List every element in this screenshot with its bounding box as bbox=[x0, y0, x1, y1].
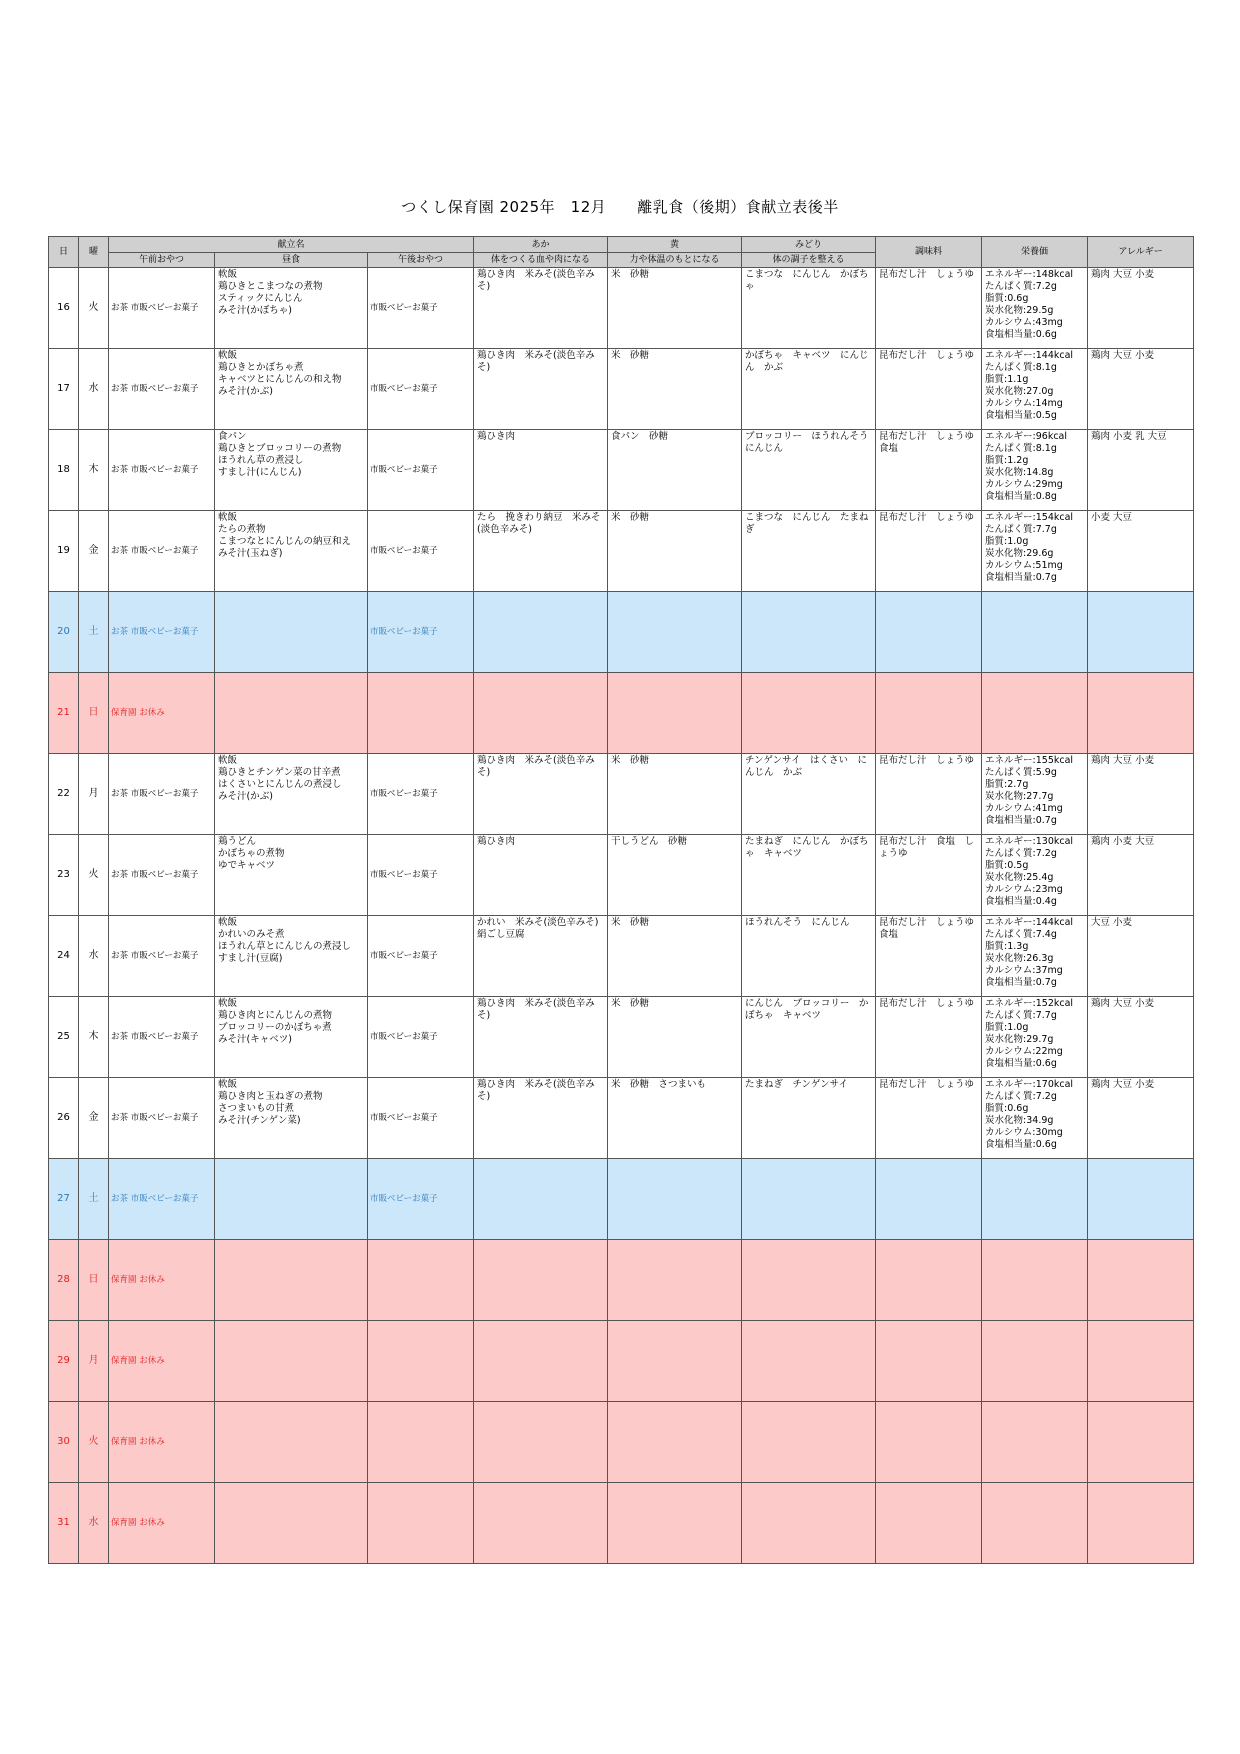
allergy-cell bbox=[1088, 592, 1194, 673]
allergy-cell bbox=[1088, 1483, 1194, 1564]
nutrition-cell bbox=[982, 1240, 1088, 1321]
table-row bbox=[49, 430, 1194, 511]
weekday-cell: 水 bbox=[79, 349, 109, 430]
seasoning-cell: 昆布だし汁 食塩 しょうゆ bbox=[876, 835, 982, 916]
table-row bbox=[49, 349, 1194, 430]
seasoning-cell bbox=[876, 673, 982, 754]
header-red: あか bbox=[474, 237, 608, 253]
lunch-cell: 軟飯 鶏ひきとこまつなの煮物 スティックにんじん みそ汁(かぼちゃ) bbox=[215, 268, 368, 349]
allergy-cell bbox=[1088, 673, 1194, 754]
nutrition-cell bbox=[982, 1402, 1088, 1483]
lunch-cell: 軟飯 かれいのみそ煮 ほうれん草とにんじんの煮浸し すまし汁(豆腐) bbox=[215, 916, 368, 997]
table-row bbox=[49, 268, 1194, 349]
allergy-cell: 小麦 大豆 bbox=[1088, 511, 1194, 592]
am-snack-cell: 保育園 お休み bbox=[109, 1240, 215, 1321]
green-food-cell bbox=[742, 673, 876, 754]
green-food-cell: たまねぎ にんじん かぼちゃ キャベツ bbox=[742, 835, 876, 916]
red-food-cell: 鶏ひき肉 米みそ(淡色辛みそ) bbox=[474, 349, 608, 430]
day-cell: 24 bbox=[49, 916, 79, 997]
menu-table bbox=[48, 236, 1194, 1564]
menu-body bbox=[49, 268, 1194, 1564]
weekday-cell: 水 bbox=[79, 916, 109, 997]
red-food-cell: 鶏ひき肉 米みそ(淡色辛みそ) bbox=[474, 754, 608, 835]
pm-snack-cell: 市販ベビーお菓子 bbox=[368, 430, 474, 511]
header-seasoning: 調味料 bbox=[876, 237, 982, 268]
red-food-cell bbox=[474, 1240, 608, 1321]
day-cell: 16 bbox=[49, 268, 79, 349]
table-row bbox=[49, 1240, 1194, 1321]
nutrition-cell: エネルギー:152kcal たんぱく質:7.7g 脂質:1.0g 炭水化物:29.7g カルシウム:22mg 食塩相当量:0.6g bbox=[982, 997, 1088, 1078]
green-food-cell: チンゲンサイ はくさい にんじん かぶ bbox=[742, 754, 876, 835]
pm-snack-cell bbox=[368, 1321, 474, 1402]
table-row bbox=[49, 997, 1194, 1078]
red-food-cell: 鶏ひき肉 米みそ(淡色辛みそ) bbox=[474, 1078, 608, 1159]
pm-snack-cell: 市販ベビーお菓子 bbox=[368, 1078, 474, 1159]
pm-snack-cell bbox=[368, 1402, 474, 1483]
day-cell: 27 bbox=[49, 1159, 79, 1240]
nutrition-cell bbox=[982, 1321, 1088, 1402]
seasoning-cell bbox=[876, 1483, 982, 1564]
nutrition-cell: エネルギー:148kcal たんぱく質:7.2g 脂質:0.6g 炭水化物:29.5g カルシウム:43mg 食塩相当量:0.6g bbox=[982, 268, 1088, 349]
day-cell: 30 bbox=[49, 1402, 79, 1483]
am-snack-cell: お茶 市販ベビーお菓子 bbox=[109, 511, 215, 592]
header-pm-snack: 午後おやつ bbox=[368, 253, 474, 268]
weekday-cell: 金 bbox=[79, 1078, 109, 1159]
red-food-cell bbox=[474, 1402, 608, 1483]
table-row bbox=[49, 754, 1194, 835]
pm-snack-cell: 市販ベビーお菓子 bbox=[368, 592, 474, 673]
green-food-cell bbox=[742, 1483, 876, 1564]
am-snack-cell: お茶 市販ベビーお菓子 bbox=[109, 430, 215, 511]
am-snack-cell: お茶 市販ベビーお菓子 bbox=[109, 592, 215, 673]
allergy-cell: 鶏肉 大豆 小麦 bbox=[1088, 1078, 1194, 1159]
pm-snack-cell bbox=[368, 1240, 474, 1321]
day-cell: 20 bbox=[49, 592, 79, 673]
lunch-cell bbox=[215, 1321, 368, 1402]
table-row bbox=[49, 673, 1194, 754]
red-food-cell: たら 挽きわり納豆 米みそ(淡色辛みそ) bbox=[474, 511, 608, 592]
header-yellow: 黄 bbox=[608, 237, 742, 253]
lunch-cell: 軟飯 鶏ひき肉と玉ねぎの煮物 さつまいもの甘煮 みそ汁(チンゲン菜) bbox=[215, 1078, 368, 1159]
table-row bbox=[49, 1483, 1194, 1564]
green-food-cell: かぼちゃ キャベツ にんじん かぶ bbox=[742, 349, 876, 430]
nutrition-cell bbox=[982, 673, 1088, 754]
weekday-cell: 火 bbox=[79, 268, 109, 349]
yellow-food-cell bbox=[608, 673, 742, 754]
lunch-cell bbox=[215, 592, 368, 673]
am-snack-cell: 保育園 お休み bbox=[109, 1321, 215, 1402]
day-cell: 25 bbox=[49, 997, 79, 1078]
header-green-sub: 体の調子を整える bbox=[742, 253, 876, 268]
nutrition-cell bbox=[982, 592, 1088, 673]
table-row bbox=[49, 511, 1194, 592]
pm-snack-cell: 市販ベビーお菓子 bbox=[368, 997, 474, 1078]
yellow-food-cell: 米 砂糖 bbox=[608, 754, 742, 835]
allergy-cell: 鶏肉 小麦 大豆 bbox=[1088, 835, 1194, 916]
red-food-cell: 鶏ひき肉 米みそ(淡色辛みそ) bbox=[474, 268, 608, 349]
weekday-cell: 金 bbox=[79, 511, 109, 592]
green-food-cell bbox=[742, 1159, 876, 1240]
header-menu-group: 献立名 bbox=[109, 237, 474, 253]
header-day: 日 bbox=[49, 237, 79, 268]
seasoning-cell bbox=[876, 1321, 982, 1402]
table-row bbox=[49, 592, 1194, 673]
pm-snack-cell bbox=[368, 1483, 474, 1564]
table-row bbox=[49, 916, 1194, 997]
weekday-cell: 水 bbox=[79, 1483, 109, 1564]
green-food-cell: ほうれんそう にんじん bbox=[742, 916, 876, 997]
nutrition-cell: エネルギー:170kcal たんぱく質:7.2g 脂質:0.6g 炭水化物:34.9g カルシウム:30mg 食塩相当量:0.6g bbox=[982, 1078, 1088, 1159]
am-snack-cell: お茶 市販ベビーお菓子 bbox=[109, 349, 215, 430]
pm-snack-cell: 市販ベビーお菓子 bbox=[368, 349, 474, 430]
weekday-cell: 火 bbox=[79, 1402, 109, 1483]
red-food-cell bbox=[474, 673, 608, 754]
nutrition-cell: エネルギー:130kcal たんぱく質:7.2g 脂質:0.5g 炭水化物:25.4g カルシウム:23mg 食塩相当量:0.4g bbox=[982, 835, 1088, 916]
green-food-cell: たまねぎ チンゲンサイ bbox=[742, 1078, 876, 1159]
am-snack-cell: お茶 市販ベビーお菓子 bbox=[109, 1159, 215, 1240]
seasoning-cell bbox=[876, 1159, 982, 1240]
allergy-cell: 鶏肉 大豆 小麦 bbox=[1088, 349, 1194, 430]
am-snack-cell: お茶 市販ベビーお菓子 bbox=[109, 835, 215, 916]
allergy-cell: 大豆 小麦 bbox=[1088, 916, 1194, 997]
page-title: つくし保育園 2025年 12月 離乳食（後期）食献立表後半 bbox=[401, 198, 839, 216]
seasoning-cell: 昆布だし汁 しょうゆ bbox=[876, 511, 982, 592]
yellow-food-cell: 米 砂糖 bbox=[608, 511, 742, 592]
green-food-cell: こまつな にんじん たまねぎ bbox=[742, 511, 876, 592]
pm-snack-cell: 市販ベビーお菓子 bbox=[368, 268, 474, 349]
header-allergy: アレルギー bbox=[1088, 237, 1194, 268]
seasoning-cell: 昆布だし汁 しょうゆ bbox=[876, 997, 982, 1078]
green-food-cell bbox=[742, 1321, 876, 1402]
header-am-snack: 午前おやつ bbox=[109, 253, 215, 268]
nutrition-cell: エネルギー:144kcal たんぱく質:7.4g 脂質:1.3g 炭水化物:26.3g カルシウム:37mg 食塩相当量:0.7g bbox=[982, 916, 1088, 997]
seasoning-cell: 昆布だし汁 しょうゆ bbox=[876, 1078, 982, 1159]
allergy-cell bbox=[1088, 1159, 1194, 1240]
am-snack-cell: お茶 市販ベビーお菓子 bbox=[109, 997, 215, 1078]
lunch-cell bbox=[215, 1402, 368, 1483]
weekday-cell: 日 bbox=[79, 673, 109, 754]
allergy-cell bbox=[1088, 1240, 1194, 1321]
table-row bbox=[49, 1321, 1194, 1402]
lunch-cell bbox=[215, 1159, 368, 1240]
weekday-cell: 木 bbox=[79, 430, 109, 511]
allergy-cell: 鶏肉 小麦 乳 大豆 bbox=[1088, 430, 1194, 511]
day-cell: 19 bbox=[49, 511, 79, 592]
yellow-food-cell: 米 砂糖 bbox=[608, 268, 742, 349]
am-snack-cell: 保育園 お休み bbox=[109, 673, 215, 754]
nutrition-cell: エネルギー:155kcal たんぱく質:5.9g 脂質:2.7g 炭水化物:27.7g カルシウム:41mg 食塩相当量:0.7g bbox=[982, 754, 1088, 835]
yellow-food-cell bbox=[608, 1483, 742, 1564]
header-nutrition: 栄養価 bbox=[982, 237, 1088, 268]
pm-snack-cell bbox=[368, 673, 474, 754]
seasoning-cell: 昆布だし汁 しょうゆ bbox=[876, 349, 982, 430]
weekday-cell: 土 bbox=[79, 592, 109, 673]
green-food-cell bbox=[742, 1402, 876, 1483]
green-food-cell bbox=[742, 592, 876, 673]
seasoning-cell bbox=[876, 592, 982, 673]
seasoning-cell bbox=[876, 1402, 982, 1483]
lunch-cell: 鶏うどん かぼちゃの煮物 ゆでキャベツ bbox=[215, 835, 368, 916]
weekday-cell: 火 bbox=[79, 835, 109, 916]
pm-snack-cell: 市販ベビーお菓子 bbox=[368, 1159, 474, 1240]
yellow-food-cell: 米 砂糖 bbox=[608, 916, 742, 997]
yellow-food-cell bbox=[608, 1402, 742, 1483]
day-cell: 22 bbox=[49, 754, 79, 835]
day-cell: 23 bbox=[49, 835, 79, 916]
day-cell: 17 bbox=[49, 349, 79, 430]
allergy-cell bbox=[1088, 1402, 1194, 1483]
am-snack-cell: お茶 市販ベビーお菓子 bbox=[109, 916, 215, 997]
am-snack-cell: 保育園 お休み bbox=[109, 1402, 215, 1483]
nutrition-cell bbox=[982, 1159, 1088, 1240]
seasoning-cell: 昆布だし汁 しょうゆ bbox=[876, 268, 982, 349]
green-food-cell: ブロッコリー ほうれんそう にんじん bbox=[742, 430, 876, 511]
am-snack-cell: お茶 市販ベビーお菓子 bbox=[109, 754, 215, 835]
yellow-food-cell bbox=[608, 1159, 742, 1240]
red-food-cell bbox=[474, 1483, 608, 1564]
pm-snack-cell: 市販ベビーお菓子 bbox=[368, 835, 474, 916]
red-food-cell: 鶏ひき肉 米みそ(淡色辛みそ) bbox=[474, 997, 608, 1078]
table-row bbox=[49, 1159, 1194, 1240]
weekday-cell: 木 bbox=[79, 997, 109, 1078]
yellow-food-cell bbox=[608, 1240, 742, 1321]
weekday-cell: 月 bbox=[79, 1321, 109, 1402]
yellow-food-cell: 米 砂糖 さつまいも bbox=[608, 1078, 742, 1159]
allergy-cell: 鶏肉 大豆 小麦 bbox=[1088, 754, 1194, 835]
seasoning-cell bbox=[876, 1240, 982, 1321]
lunch-cell: 軟飯 鶏ひきとかぼちゃ煮 キャベツとにんじんの和え物 みそ汁(かぶ) bbox=[215, 349, 368, 430]
lunch-cell: 軟飯 たらの煮物 こまつなとにんじんの納豆和え みそ汁(玉ねぎ) bbox=[215, 511, 368, 592]
day-cell: 28 bbox=[49, 1240, 79, 1321]
green-food-cell bbox=[742, 1240, 876, 1321]
yellow-food-cell: 干しうどん 砂糖 bbox=[608, 835, 742, 916]
weekday-cell: 土 bbox=[79, 1159, 109, 1240]
lunch-cell: 食パン 鶏ひきとブロッコリーの煮物 ほうれん草の煮浸し すまし汁(にんじん) bbox=[215, 430, 368, 511]
red-food-cell bbox=[474, 1159, 608, 1240]
yellow-food-cell bbox=[608, 592, 742, 673]
weekday-cell: 月 bbox=[79, 754, 109, 835]
green-food-cell: こまつな にんじん かぼちゃ bbox=[742, 268, 876, 349]
weekday-cell: 日 bbox=[79, 1240, 109, 1321]
day-cell: 21 bbox=[49, 673, 79, 754]
header-yellow-sub: 力や体温のもとになる bbox=[608, 253, 742, 268]
day-cell: 26 bbox=[49, 1078, 79, 1159]
day-cell: 29 bbox=[49, 1321, 79, 1402]
lunch-cell: 軟飯 鶏ひき肉とにんじんの煮物 ブロッコリーのかぼちゃ煮 みそ汁(キャベツ) bbox=[215, 997, 368, 1078]
red-food-cell bbox=[474, 592, 608, 673]
table-row bbox=[49, 1078, 1194, 1159]
allergy-cell: 鶏肉 大豆 小麦 bbox=[1088, 997, 1194, 1078]
header-green: みどり bbox=[742, 237, 876, 253]
table-row bbox=[49, 1402, 1194, 1483]
header-dow: 曜 bbox=[79, 237, 109, 268]
pm-snack-cell: 市販ベビーお菓子 bbox=[368, 916, 474, 997]
lunch-cell bbox=[215, 1483, 368, 1564]
day-cell: 31 bbox=[49, 1483, 79, 1564]
red-food-cell: 鶏ひき肉 bbox=[474, 430, 608, 511]
green-food-cell: にんじん ブロッコリー かぼちゃ キャベツ bbox=[742, 997, 876, 1078]
am-snack-cell: お茶 市販ベビーお菓子 bbox=[109, 1078, 215, 1159]
pm-snack-cell: 市販ベビーお菓子 bbox=[368, 511, 474, 592]
yellow-food-cell: 米 砂糖 bbox=[608, 349, 742, 430]
seasoning-cell: 昆布だし汁 しょうゆ bbox=[876, 754, 982, 835]
table-row bbox=[49, 835, 1194, 916]
nutrition-cell: エネルギー:96kcal たんぱく質:8.1g 脂質:1.2g 炭水化物:14.8g カルシウム:29mg 食塩相当量:0.8g bbox=[982, 430, 1088, 511]
lunch-cell bbox=[215, 1240, 368, 1321]
yellow-food-cell: 食パン 砂糖 bbox=[608, 430, 742, 511]
nutrition-cell bbox=[982, 1483, 1088, 1564]
red-food-cell: 鶏ひき肉 bbox=[474, 835, 608, 916]
header-lunch: 昼食 bbox=[215, 253, 368, 268]
red-food-cell: かれい 米みそ(淡色辛みそ) 絹ごし豆腐 bbox=[474, 916, 608, 997]
seasoning-cell: 昆布だし汁 しょうゆ 食塩 bbox=[876, 430, 982, 511]
pm-snack-cell: 市販ベビーお菓子 bbox=[368, 754, 474, 835]
am-snack-cell: お茶 市販ベビーお菓子 bbox=[109, 268, 215, 349]
red-food-cell bbox=[474, 1321, 608, 1402]
day-cell: 18 bbox=[49, 430, 79, 511]
header-red-sub: 体をつくる血や肉になる bbox=[474, 253, 608, 268]
allergy-cell bbox=[1088, 1321, 1194, 1402]
lunch-cell: 軟飯 鶏ひきとチンゲン菜の甘辛煮 はくさいとにんじんの煮浸し みそ汁(かぶ) bbox=[215, 754, 368, 835]
lunch-cell bbox=[215, 673, 368, 754]
allergy-cell: 鶏肉 大豆 小麦 bbox=[1088, 268, 1194, 349]
yellow-food-cell bbox=[608, 1321, 742, 1402]
nutrition-cell: エネルギー:144kcal たんぱく質:8.1g 脂質:1.1g 炭水化物:27.0g カルシウム:14mg 食塩相当量:0.5g bbox=[982, 349, 1088, 430]
nutrition-cell: エネルギー:154kcal たんぱく質:7.7g 脂質:1.0g 炭水化物:29.6g カルシウム:51mg 食塩相当量:0.7g bbox=[982, 511, 1088, 592]
seasoning-cell: 昆布だし汁 しょうゆ 食塩 bbox=[876, 916, 982, 997]
am-snack-cell: 保育園 お休み bbox=[109, 1483, 215, 1564]
yellow-food-cell: 米 砂糖 bbox=[608, 997, 742, 1078]
